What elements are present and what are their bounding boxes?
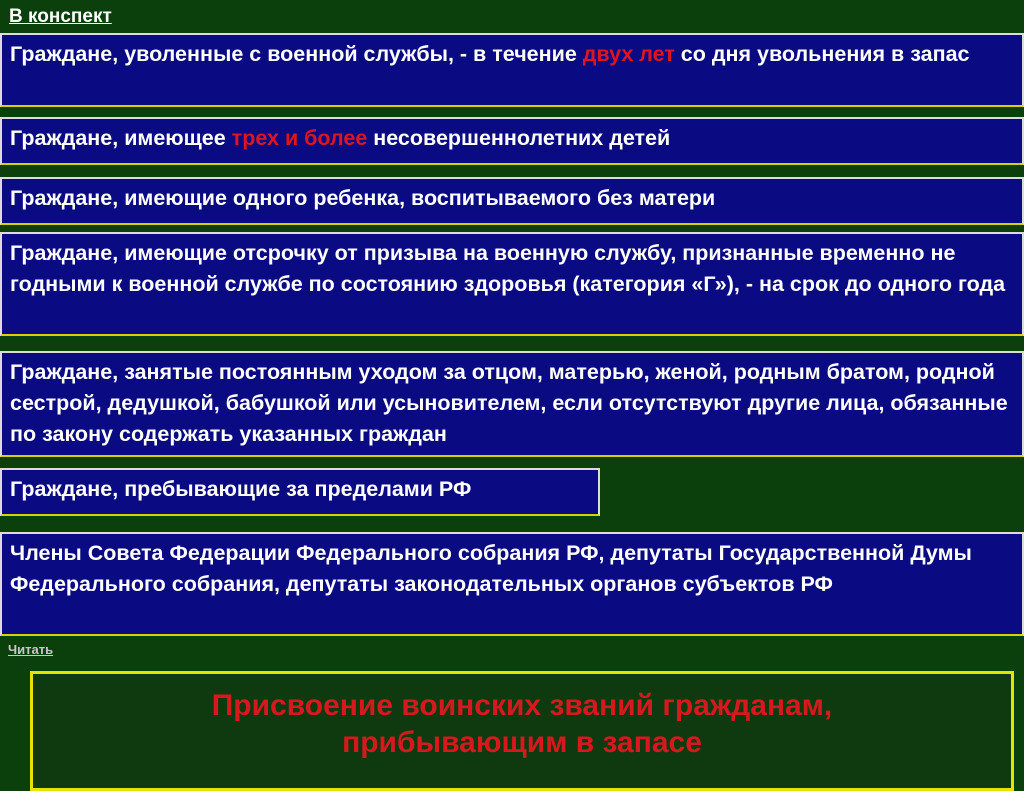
category-item-caregivers bbox=[0, 351, 1024, 457]
item-text: Граждане, пребывающие за пределами РФ bbox=[10, 477, 472, 501]
category-item-single-parent bbox=[0, 177, 1024, 225]
item-text: Члены Совета Федерации Федерального собрания РФ, депутаты Государственной Думы Федерального собрания, депутаты законодательных органов субъектов РФ bbox=[10, 541, 972, 596]
item-text-after: несовершеннолетних детей bbox=[367, 126, 671, 150]
reserve-ranks-banner[interactable] bbox=[30, 671, 1014, 791]
item-text: Граждане, имеющие одного ребенка, воспитываемого без матери bbox=[10, 186, 716, 210]
category-item-health-deferment bbox=[0, 232, 1024, 336]
category-item-legislators bbox=[0, 532, 1024, 636]
item-text-before: Граждане, имеющее bbox=[10, 126, 232, 150]
item-highlight: трех и более bbox=[231, 126, 368, 150]
banner-line-2: прибывающим в запасе bbox=[342, 726, 702, 759]
category-item-many-children bbox=[0, 117, 1024, 165]
read-link[interactable]: Читать bbox=[8, 642, 54, 657]
category-item-dismissed bbox=[0, 33, 1024, 107]
item-text-after: со дня увольнения в запас bbox=[674, 42, 970, 66]
item-text-before: Граждане, уволенные с военной службы, - в течение bbox=[10, 42, 583, 66]
to-notes-link[interactable]: В конспект bbox=[9, 6, 112, 27]
item-text: Граждане, занятые постоянным уходом за отцом, матерью, женой, родным братом, родной сестрой, дедушкой, бабушкой или усыновителем, если отсутствуют другие лица, обязанные по закону содержать указанных граждан bbox=[10, 360, 1008, 446]
item-text: Граждане, имеющие отсрочку от призыва на военную службу, признанные временно не годными к военной службе по состоянию здоровья (категория «Г»), - на срок до одного года bbox=[10, 241, 1006, 296]
banner-line-1: Присвоение воинских званий гражданам, bbox=[211, 689, 833, 722]
item-highlight: двух лет bbox=[582, 42, 675, 66]
category-item-abroad bbox=[0, 468, 600, 516]
